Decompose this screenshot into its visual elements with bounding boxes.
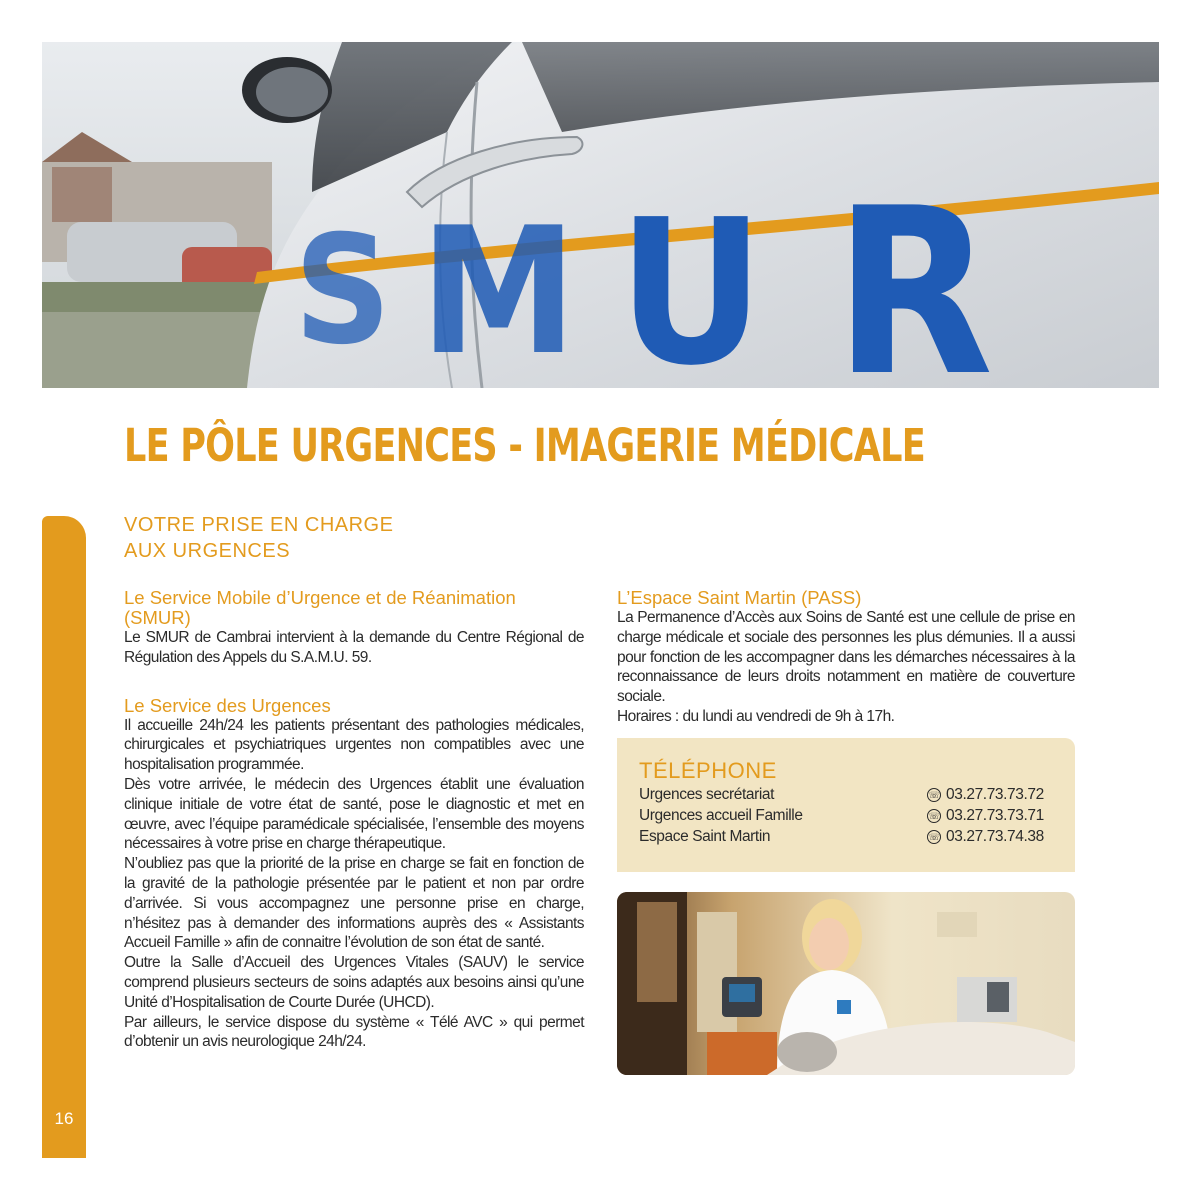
telephone-title: TÉLÉPHONE: [639, 758, 777, 783]
urgences-paragraph-1: Il accueille 24h/24 les patients présentant des pathologies médicales, chirurgicales et psychiatriques urgentes non compatibles avec une hospitalisation programmée.: [124, 716, 584, 774]
svg-text:U: U: [618, 175, 765, 388]
urgences-paragraph-3: N’oubliez pas que la priorité de la prise en charge se fait en fonction de la gravité de la pathologie présentée par le patient et non par ordre d’arrivée. Si vous accompagnez une personne prise en charge, n’hésitez pas à demander des informations auprès des « Assistants Accueil Famille » afin de connaitre l’évolution de son état de santé.: [124, 855, 584, 952]
phone-label: Espace Saint Martin: [639, 828, 771, 845]
urgences-paragraph-2: Dès votre arrivée, le médecin des Urgences établit une évaluation clinique initiale de votre état de santé, pose le diagnostic et met en œuvre, avec l’équipe paramédicale spécialisée, l’ensemble des moyens nécessaires à votre prise en charge thérapeutique.: [124, 775, 584, 853]
phone-label: Urgences secrétariat: [639, 786, 775, 803]
phone-row: [639, 786, 1044, 807]
phone-label: Urgences accueil Famille: [639, 807, 803, 824]
section-heading: [124, 512, 544, 564]
smur-logo-text: S: [294, 203, 392, 378]
smur-heading: Le Service Mobile d’Urgence et de Réanimation (SMUR): [124, 587, 516, 628]
phone-number-text: 03.27.73.73.71: [946, 807, 1044, 824]
phone-icon: ☏: [928, 790, 940, 800]
phone-number-text: 03.27.73.74.38: [946, 828, 1044, 845]
urgences-paragraph-5: Par ailleurs, le service dispose du système « Télé AVC » qui permet d’obtenir un avis neurologique 24h/24.: [124, 1013, 584, 1051]
right-column: [617, 588, 1075, 727]
svg-text:M: M: [420, 190, 577, 388]
sidebar-accent-bar: [42, 516, 86, 1158]
pass-paragraph: La Permanence d’Accès aux Soins de Santé est une cellule de prise en charge médicale et sociale des personnes les plus démunies. Il a aussi pour fonction de les accompagner dans les démarches nécessaires à la reconnaissance de leurs droits notamment en matière de couverture sociale.: [617, 609, 1075, 706]
left-column: [124, 588, 584, 1052]
hospital-room-illustration: [617, 892, 1075, 1075]
hero-photo: [42, 42, 1159, 388]
phone-number[interactable]: [927, 828, 1044, 846]
smur-text: [124, 628, 584, 668]
smur-vehicle-illustration: [42, 42, 1159, 388]
urgences-text: [124, 716, 584, 1053]
pass-heading: L’Espace Saint Martin (PASS): [617, 587, 862, 608]
pass-hours: Horaires : du lundi au vendredi de 9h à 17h.: [617, 707, 895, 725]
smur-paragraph: Le SMUR de Cambrai intervient à la demande du Centre Régional de Régulation des Appels du S.A.M.U. 59.: [124, 629, 584, 666]
section-heading-line2: AUX URGENCES: [124, 540, 291, 562]
phone-row: [639, 828, 1044, 849]
phone-row: [639, 807, 1044, 828]
phone-number[interactable]: [927, 786, 1044, 804]
urgences-paragraph-4: Outre la Salle d’Accueil des Urgences Vitales (SAUV) le service comprend plusieurs secteurs de soins adaptés aux besoins ainsi qu’une Unité d’Hospitalisation de Courte Durée (UHCD).: [124, 954, 584, 1011]
nurse-photo: [617, 892, 1075, 1075]
urgences-heading: Le Service des Urgences: [124, 694, 331, 716]
telephone-box: [617, 738, 1075, 872]
page-number: 16: [54, 1109, 74, 1128]
phone-number[interactable]: [927, 807, 1044, 825]
phone-icon: ☏: [928, 811, 940, 821]
page-title: LE PÔLE URGENCES - IMAGERIE MÉDICALE: [124, 419, 925, 472]
section-heading-line1: VOTRE PRISE EN CHARGE: [124, 514, 394, 536]
phone-number-text: 03.27.73.73.72: [946, 786, 1044, 803]
pass-text: [617, 608, 1075, 727]
phone-icon: ☏: [928, 832, 940, 842]
svg-text:R: R: [834, 158, 994, 388]
